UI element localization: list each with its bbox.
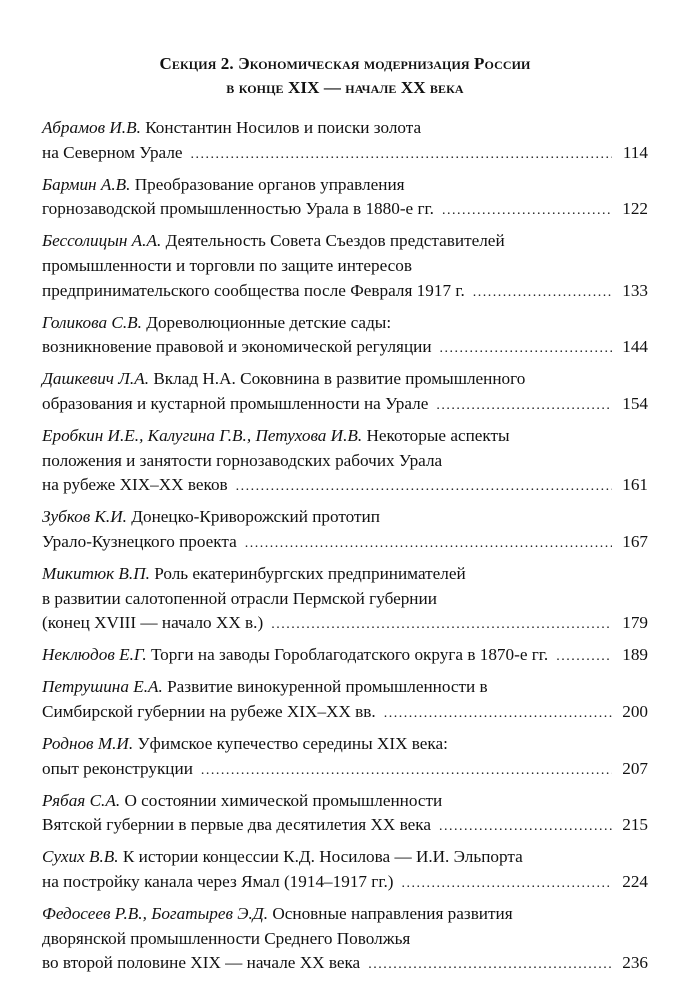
toc-entry-text — [42, 118, 421, 137]
toc-entry-title: предпринимательского сообщества после Февраля 1917 г. — [42, 280, 465, 300]
toc-entry-text — [42, 813, 431, 838]
toc-entry-text — [42, 643, 548, 668]
toc-entry-last-line — [42, 611, 648, 638]
toc-entry-text — [42, 530, 237, 555]
toc-entry-line — [42, 562, 648, 587]
toc-entry-title: О состоянии химической промышленности — [124, 790, 443, 810]
toc-entry-title: опыт реконструкции — [42, 758, 193, 778]
toc-entry-title: Симбирской губернии на рубеже XIX–XX вв. — [42, 701, 376, 721]
toc-entry-text — [42, 473, 228, 498]
toc-entry-line — [42, 789, 648, 814]
toc-entry-text — [42, 392, 428, 417]
toc-entry-text — [42, 279, 465, 304]
toc-entry-title: Деятельность Совета Съездов представителей — [165, 231, 505, 251]
toc-entry-author: Роднов М.И. — [42, 734, 134, 754]
dot-leader — [442, 199, 612, 224]
toc-entry[interactable] — [42, 311, 648, 362]
toc-entry-author: Рябая С.А. — [42, 790, 121, 810]
toc-entry[interactable] — [42, 229, 648, 305]
toc-entry-title: К истории концессии К.Д. Носилова — И.И. Эльпорта — [122, 847, 523, 867]
toc-entry[interactable] — [42, 675, 648, 726]
toc-entry-line — [42, 229, 648, 254]
toc-entry-author: Еробкин И.Е., Калугина Г.В., Петухова И.В. — [42, 426, 363, 446]
toc-entry[interactable] — [42, 116, 648, 167]
toc-entry-line — [42, 254, 648, 279]
toc-entry-title: дворянской промышленности Среднего Поволжья — [42, 928, 411, 948]
toc-entry-line — [42, 845, 648, 870]
toc-entry[interactable] — [42, 643, 648, 670]
toc-entry-text — [42, 791, 442, 810]
dot-leader — [236, 475, 612, 500]
toc-entry-text — [42, 700, 376, 725]
dot-leader — [556, 645, 612, 670]
toc-entry-author: Бессолицын А.А. — [42, 231, 162, 251]
dot-leader — [271, 613, 612, 638]
toc-entry-title: в развитии салотопенной отрасли Пермской губернии — [42, 588, 437, 608]
toc-entry-page-number[interactable]: 236 — [622, 953, 648, 973]
toc-entry[interactable] — [42, 173, 648, 224]
toc-entry-page-number[interactable]: 161 — [622, 475, 648, 495]
dot-leader — [201, 759, 612, 784]
toc-entry-line — [42, 675, 648, 700]
toc-entry-page-number[interactable]: 179 — [622, 613, 648, 633]
toc-entry-text — [42, 757, 193, 782]
toc-entry-text — [42, 589, 437, 608]
toc-entry-page-number[interactable]: 122 — [622, 199, 648, 219]
dot-leader — [473, 281, 612, 306]
toc-entry-title: Развитие винокуренной промышленности в — [167, 677, 488, 697]
toc-entry-text — [42, 870, 394, 895]
table-of-contents — [42, 116, 648, 978]
toc-entry-last-line — [42, 530, 648, 557]
toc-entry-page-number[interactable]: 224 — [622, 872, 648, 892]
toc-entry-last-line — [42, 757, 648, 784]
toc-entry-title: Донецко-Криворожский прототип — [131, 507, 380, 527]
section-title-line-1: Секция 2. Экономическая модернизация России — [159, 54, 531, 73]
toc-entry-title: на постройку канала через Ямал (1914–1917 гг.) — [42, 872, 394, 892]
toc-entry-text — [42, 175, 405, 194]
toc-entry-line — [42, 902, 648, 927]
toc-entry-text — [42, 611, 263, 636]
toc-entry[interactable] — [42, 845, 648, 896]
toc-entry-title: промышленности и торговли по защите интересов — [42, 255, 413, 275]
toc-entry-title: образования и кустарной промышленности на Урале — [42, 393, 429, 413]
toc-entry-last-line — [42, 951, 648, 978]
toc-entry-text — [42, 369, 525, 388]
toc-entry-page-number[interactable]: 207 — [622, 758, 648, 778]
toc-entry-line — [42, 424, 648, 449]
toc-entry-title: на рубеже XIX–XX веков — [42, 475, 228, 495]
toc-entry-title: Преобразование органов управления — [134, 174, 405, 194]
dot-leader — [439, 815, 612, 840]
toc-entry-page-number[interactable]: 144 — [622, 337, 648, 357]
toc-entry-author: Микитюк В.П. — [42, 564, 150, 583]
toc-entry-text — [42, 929, 410, 948]
toc-entry-text — [42, 197, 434, 222]
toc-entry-author: Дашкевич Л.А. — [42, 369, 150, 389]
toc-entry-last-line — [42, 700, 648, 727]
toc-entry-text — [42, 677, 488, 696]
toc-entry-page-number[interactable]: 167 — [622, 531, 648, 551]
toc-entry-line — [42, 449, 648, 474]
toc-entry-text — [42, 313, 391, 332]
toc-entry-title: на Северном Урале — [42, 142, 183, 162]
toc-entry-text — [42, 734, 448, 753]
toc-entry-title: Уфимское купечество середины XIX века: — [137, 734, 448, 754]
toc-entry-line — [42, 311, 648, 336]
toc-entry-line — [42, 587, 648, 612]
toc-entry-line — [42, 367, 648, 392]
toc-entry-last-line — [42, 813, 648, 840]
toc-entry-author: Абрамов И.В. — [42, 118, 141, 137]
toc-page — [42, 52, 648, 983]
toc-entry-page-number[interactable]: 200 — [622, 701, 648, 721]
toc-entry-line — [42, 927, 648, 952]
toc-entry-title: горнозаводской промышленностью Урала в 1880-е гг. — [42, 199, 434, 219]
toc-entry-text — [42, 256, 412, 275]
toc-entry-last-line — [42, 392, 648, 419]
dot-leader — [245, 532, 612, 557]
toc-entry[interactable] — [42, 562, 648, 638]
toc-entry-text — [42, 847, 523, 866]
toc-entry-author: Петрушина Е.А. — [42, 677, 163, 697]
toc-entry-last-line — [42, 643, 648, 670]
toc-entry-page-number[interactable]: 189 — [622, 645, 648, 665]
toc-entry-page-number[interactable]: 133 — [622, 280, 648, 300]
dot-leader — [368, 953, 612, 978]
dot-leader — [440, 337, 612, 362]
toc-entry-title: Торги на заводы Гороблагодатского округа в 1870-е гг. — [150, 645, 549, 665]
toc-entry-text — [42, 231, 505, 250]
toc-entry-title: возникновение правовой и экономической регуляции — [42, 337, 432, 357]
toc-entry-author: Голикова С.В. — [42, 312, 142, 332]
toc-entry-page-number[interactable]: 215 — [622, 815, 648, 835]
toc-entry-line — [42, 173, 648, 198]
toc-entry-author: Федосеев Р.В., Богатырев Э.Д. — [42, 904, 269, 924]
section-heading — [42, 52, 648, 100]
toc-entry-title: (конец XVIII — начало XX в.) — [42, 613, 264, 633]
toc-entry-last-line — [42, 279, 648, 306]
toc-entry-text — [42, 335, 432, 360]
toc-entry-title: Некоторые аспекты — [366, 426, 510, 446]
toc-entry-line — [42, 732, 648, 757]
toc-entry[interactable] — [42, 424, 648, 500]
toc-entry-title: во второй половине XIX — начале XX века — [42, 953, 361, 973]
toc-entry-text — [42, 951, 360, 976]
toc-entry[interactable] — [42, 789, 648, 840]
toc-entry-text — [42, 904, 513, 923]
toc-entry-title: Роль екатеринбургских предпринимателей — [154, 564, 466, 583]
toc-entry-text — [42, 451, 442, 470]
toc-entry-text — [42, 426, 510, 445]
dot-leader — [384, 702, 612, 727]
toc-entry-text — [42, 141, 183, 166]
dot-leader — [402, 872, 613, 897]
toc-entry-page-number[interactable]: 154 — [622, 393, 648, 413]
toc-entry-last-line — [42, 335, 648, 362]
toc-entry[interactable] — [42, 732, 648, 783]
toc-entry-author: Зубков К.И. — [42, 507, 127, 527]
toc-entry-last-line — [42, 473, 648, 500]
toc-entry-title: Константин Носилов и поиски золота — [145, 118, 422, 137]
toc-entry-author: Бармин А.В. — [42, 174, 131, 194]
toc-entry-title: Дореволюционные детские сады: — [146, 312, 392, 332]
dot-leader — [436, 394, 612, 419]
toc-entry[interactable] — [42, 505, 648, 556]
dot-leader — [191, 143, 612, 168]
toc-entry[interactable] — [42, 367, 648, 418]
toc-entry-title: Вятской губернии в первые два десятилетия XX века — [42, 815, 431, 835]
toc-entry-text — [42, 564, 466, 583]
toc-entry-last-line — [42, 870, 648, 897]
toc-entry-line — [42, 116, 648, 141]
toc-entry-page-number[interactable]: 114 — [622, 142, 648, 162]
toc-entry-author: Неклюдов Е.Г. — [42, 645, 147, 665]
toc-entry-text — [42, 507, 380, 526]
toc-entry-title: Урало-Кузнецкого проекта — [42, 531, 237, 551]
toc-entry-author: Сухих В.В. — [42, 847, 119, 867]
toc-entry-last-line — [42, 141, 648, 168]
toc-entry-title: Основные направления развития — [272, 904, 513, 924]
toc-entry-title: положения и занятости горнозаводских рабочих Урала — [42, 450, 443, 470]
toc-entry-last-line — [42, 197, 648, 224]
toc-entry[interactable] — [42, 902, 648, 978]
toc-entry-line — [42, 505, 648, 530]
toc-entry-title: Вклад Н.А. Соковнина в развитие промышленного — [153, 369, 526, 389]
section-title-line-2: в конце XIX — начале XX века — [226, 78, 464, 97]
